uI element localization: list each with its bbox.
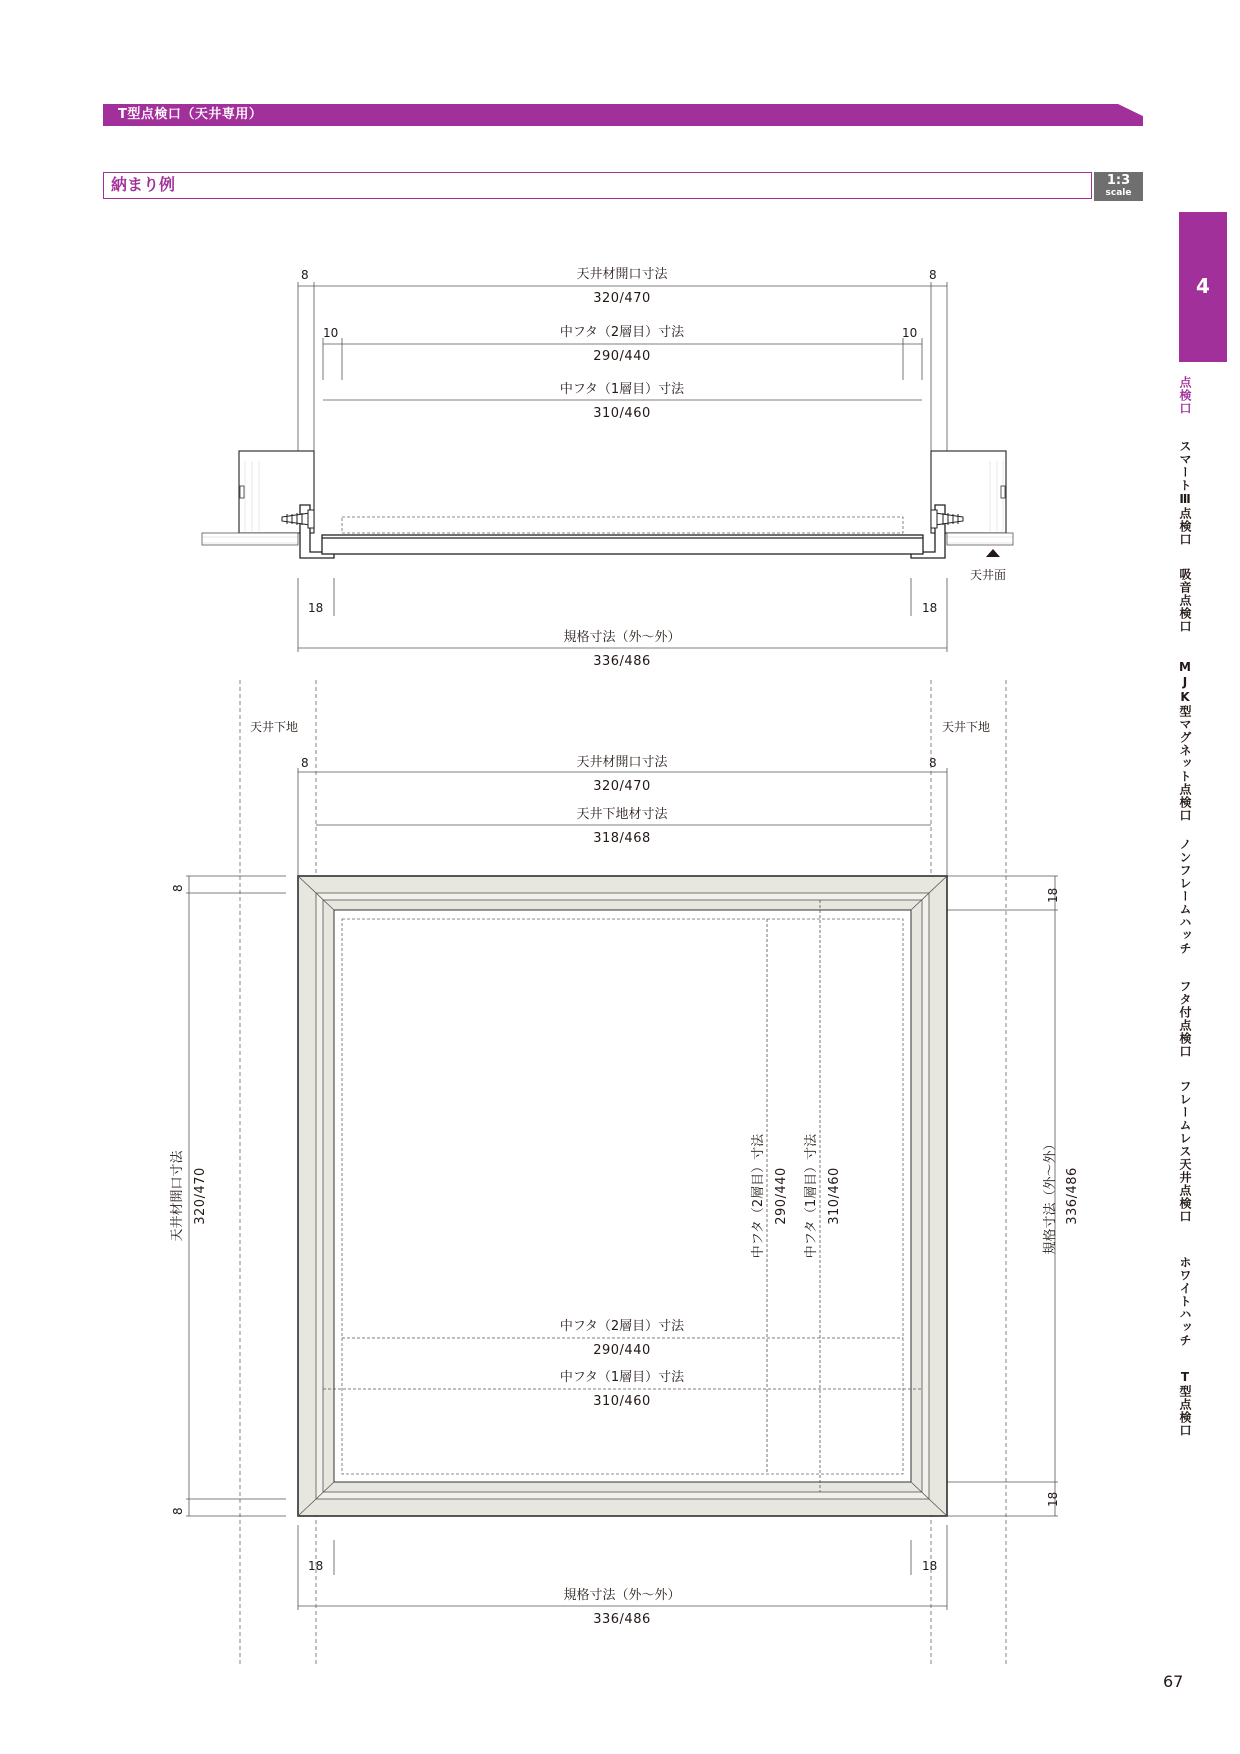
section-lid2-offset-left: 10: [323, 326, 339, 340]
plan-substrate-size-label: 天井下地材寸法: [576, 807, 668, 822]
plan-inner-h-lid2-label: 中フタ（2層目）寸法: [559, 1319, 685, 1334]
banner-title: T型点検口（天井専用）: [118, 107, 263, 122]
scale-word: scale: [1105, 188, 1132, 198]
section-standard-label: 規格寸法（外～外）: [563, 630, 681, 645]
section-dimension-lines: [298, 286, 947, 648]
section-inner-lid: [342, 517, 903, 533]
ceiling-face-label: 天井面: [970, 568, 1007, 582]
plan-inner-v-lid2-value: 290/440: [774, 1167, 789, 1225]
plan-left-top-offset: 8: [171, 884, 185, 892]
plan-offset-right: 8: [929, 756, 937, 770]
hatch-frame: [298, 876, 947, 1516]
plan-ceiling-opening-label: 天井材開口寸法: [576, 755, 668, 770]
side-tab-frameless-ceiling[interactable]: フレームレス天井点検口: [1178, 1080, 1192, 1223]
section-view: [202, 266, 1013, 669]
plan-right-dimensions: [947, 876, 1058, 1516]
section-lid1-value: 310/460: [593, 406, 651, 421]
section-frame: [300, 505, 945, 558]
page-number: 67: [1163, 1672, 1184, 1691]
plan-bottom-flange-left: 18: [308, 1559, 324, 1573]
plan-standard-label: 規格寸法（外～外）: [563, 1588, 681, 1603]
plan-offset-left: 8: [301, 756, 309, 770]
section-standard-value: 336/486: [593, 654, 651, 669]
plan-bottom-flange-right: 18: [922, 1559, 938, 1573]
side-tab-mjk-magnet[interactable]: MJK型マグネット点検口: [1178, 660, 1192, 822]
plan-inner-v-lid1-value: 310/460: [827, 1167, 842, 1225]
plan-right-vertical-label: 規格寸法（外～外）: [1043, 1137, 1058, 1255]
section-screws: [282, 510, 963, 528]
section-lid2-offset-right: 10: [902, 326, 918, 340]
plan-left-bottom-offset: 8: [171, 1507, 185, 1515]
section-flange-left: 18: [308, 601, 324, 615]
section-flange-right: 18: [922, 601, 938, 615]
scale-value: 1:3: [1106, 173, 1131, 188]
section-title: 納まり例: [111, 175, 176, 194]
plan-inner-h-lid1-label: 中フタ（1層目）寸法: [559, 1370, 685, 1385]
plan-standard-value: 336/486: [593, 1612, 651, 1627]
side-tab-non-frame-hatch[interactable]: ノンフレームハッチ: [1178, 838, 1192, 955]
section-offset-left: 8: [301, 268, 309, 282]
plan-view: [169, 680, 1080, 1665]
plan-substrate-right-label: 天井下地: [942, 720, 991, 734]
plan-right-vertical-value: 336/486: [1065, 1167, 1080, 1225]
section-ceiling-opening-value: 320/470: [593, 291, 651, 306]
plan-inner-h-lid1-value: 310/460: [593, 1394, 651, 1409]
ceiling-face-marker: [986, 549, 1000, 557]
side-tab-t-type[interactable]: T型点検口: [1178, 1370, 1192, 1437]
side-tab-acoustic[interactable]: 吸音点検口: [1178, 568, 1192, 633]
section-lid2-value: 290/440: [593, 349, 651, 364]
section-ceiling-opening-label: 天井材開口寸法: [576, 267, 668, 282]
plan-right-bottom-flange: 18: [1046, 1491, 1060, 1507]
plan-ceiling-opening-value: 320/470: [593, 779, 651, 794]
plan-inner-v-lid1-label: 中フタ（1層目）寸法: [804, 1133, 819, 1259]
side-tab-lidded[interactable]: フタ付点検口: [1178, 980, 1192, 1058]
chapter-number: 4: [1196, 274, 1210, 298]
section-offset-right: 8: [929, 268, 937, 282]
side-tab-white-hatch[interactable]: ホワイトハッチ: [1178, 1256, 1192, 1347]
side-tab-smart-3[interactable]: スマートⅢ点検口: [1178, 440, 1192, 546]
plan-substrate-left-label: 天井下地: [250, 720, 299, 734]
section-lid2-label: 中フタ（2層目）寸法: [559, 325, 685, 340]
plan-left-vertical-value: 320/470: [193, 1167, 208, 1225]
plan-right-top-flange: 18: [1046, 887, 1060, 903]
plan-left-vertical-label: 天井材開口寸法: [170, 1150, 185, 1242]
plan-substrate-size-value: 318/468: [593, 831, 651, 846]
section-lid1-label: 中フタ（1層目）寸法: [559, 382, 685, 397]
side-tab-inspection-hatch[interactable]: 点検口: [1178, 376, 1192, 415]
plan-inner-h-lid2-value: 290/440: [593, 1343, 651, 1358]
plan-inner-v-lid2-label: 中フタ（2層目）寸法: [751, 1133, 766, 1259]
